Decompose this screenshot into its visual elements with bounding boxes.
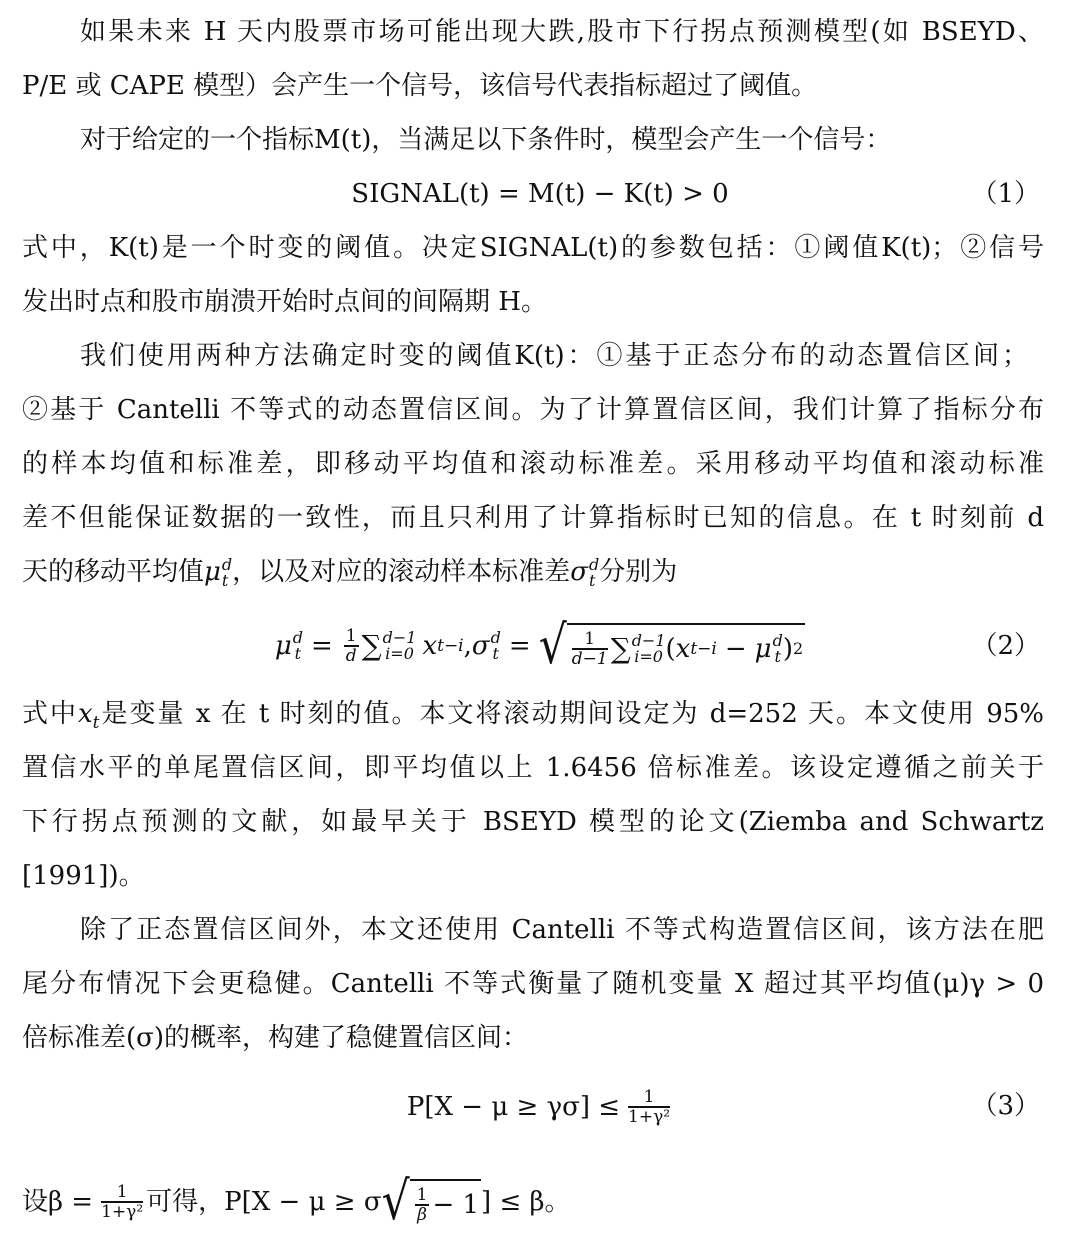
- math-sigma: σ: [570, 557, 588, 587]
- math-x: x: [675, 634, 691, 664]
- numerator: 1: [628, 1088, 670, 1108]
- math-sigma: σ: [471, 631, 490, 661]
- equation-number: （2）: [971, 631, 1040, 661]
- equation-2: [0, 616, 1080, 676]
- text-line: 除了正态置信区间外，本文还使用 Cantelli 不等式构造置信区间，该方法在肥: [80, 915, 1044, 945]
- math-x: x: [422, 631, 438, 661]
- superscript: d: [221, 555, 233, 574]
- subscript: t: [92, 713, 100, 734]
- text-line: 我们使用两种方法确定时变的阈值K(t)：①基于正态分布的动态置信区间；: [80, 341, 1028, 371]
- equation-lhs: P[X − μ ≥ γσ] ≤: [406, 1092, 621, 1122]
- sum-lower: i=0: [385, 644, 414, 663]
- sum-upper: d−1: [631, 631, 666, 650]
- denominator: 1+γ²: [101, 1202, 144, 1222]
- equation-3: [0, 1082, 1080, 1132]
- text-line: P/E 或 CAPE 模型）会产生一个信号，该信号代表指标超过了阈值。: [22, 71, 818, 101]
- text: ，以及对应的滚动样本标准差: [232, 557, 571, 587]
- text: − 1: [432, 1190, 480, 1220]
- text: 是变量 x 在 t 时刻的值。本文将滚动期间设定为 d=252 天。本文使用 95%: [99, 699, 1044, 729]
- radical-icon: √: [381, 1170, 410, 1232]
- text-line: [22, 694, 1044, 734]
- superscript: d: [490, 628, 501, 647]
- sum-upper: d−1: [382, 628, 417, 647]
- text-line: 发出时点和股市崩溃开始时点间的间隔期 H。: [22, 287, 547, 317]
- text: 分别为: [599, 557, 678, 587]
- superscript: d: [292, 628, 303, 647]
- comma: ,: [463, 631, 472, 661]
- superscript: d: [772, 631, 783, 650]
- sum-symbol: ∑: [361, 629, 382, 662]
- text-line: 式中，K(t)是一个时变的阈值。决定SIGNAL(t)的参数包括：①阈值K(t)；②信号: [22, 233, 1044, 263]
- math-mu: μ: [754, 634, 772, 664]
- denominator: 1+γ²: [628, 1107, 671, 1127]
- paren-close: ): [782, 634, 793, 664]
- numerator: 1: [101, 1183, 143, 1203]
- superscript: d: [588, 555, 600, 574]
- subscript: t: [492, 644, 499, 663]
- subscript: t−i: [690, 639, 717, 659]
- text-line: 的样本均值和标准差，即移动平均值和滚动标准差。采用移动平均值和滚动标准: [22, 449, 1044, 479]
- text-line: 如果未来 H 天内股票市场可能出现大跌,股市下行拐点预测模型(如 BSEYD、: [80, 17, 1044, 47]
- subscript: t: [588, 571, 596, 590]
- equation-number: （1）: [971, 179, 1040, 209]
- subscript: t−i: [437, 636, 464, 656]
- text-line: 尾分布情况下会更稳健。Cantelli 不等式衡量了随机变量 X 超过其平均值(μ)γ > 0: [22, 969, 1044, 999]
- denominator: d−1: [571, 649, 608, 669]
- denominator: β: [417, 1205, 427, 1225]
- text: 天的移动平均值: [22, 557, 205, 587]
- square-root: [538, 614, 805, 676]
- square-root: [381, 1170, 481, 1232]
- equals: =: [508, 631, 531, 661]
- denominator: d: [345, 646, 357, 666]
- numerator: 1: [345, 626, 357, 646]
- equation-formula: SIGNAL(t) = M(t) − K(t) > 0: [351, 179, 729, 209]
- text: ] ≤ β。: [481, 1187, 571, 1217]
- sum-lower: i=0: [634, 647, 663, 666]
- text-line: 倍标准差(σ)的概率，构建了稳健置信区间：: [22, 1023, 529, 1053]
- equals: =: [310, 631, 333, 661]
- text-line: 差不但能保证数据的一致性，而且只利用了计算指标时已知的信息。在 t 时刻前 d: [22, 503, 1044, 533]
- radical-icon: √: [538, 614, 567, 676]
- numerator: 1: [416, 1185, 428, 1205]
- text: 设β =: [22, 1187, 94, 1217]
- text-line: [1991])。: [22, 861, 145, 891]
- math-mu: μ: [274, 631, 292, 661]
- text-line: [22, 1172, 1044, 1232]
- subscript: t: [294, 644, 302, 663]
- subscript: t: [774, 647, 781, 666]
- paren-open: (: [665, 634, 676, 664]
- math-x: x: [77, 699, 93, 729]
- subscript: t: [221, 571, 229, 590]
- text: 式中: [22, 699, 78, 729]
- text-line: 对于给定的一个指标M(t)，当满足以下条件时，模型会产生一个信号：: [80, 125, 892, 155]
- text: 可得，P[X − μ ≥ σ: [146, 1187, 382, 1217]
- text-line: [22, 552, 1044, 592]
- math-mu: μ: [204, 557, 221, 587]
- text-line: 置信水平的单尾置信区间，即平均值以上 1.6456 倍标准差。该设定遵循之前关于: [22, 753, 1044, 783]
- equation-1: [0, 174, 1080, 214]
- numerator: 1: [572, 630, 608, 650]
- equation-number: （3）: [971, 1091, 1040, 1121]
- text-line: ②基于 Cantelli 不等式的动态置信区间。为了计算置信区间，我们计算了指标分布: [22, 395, 1044, 425]
- text-line: 下行拐点预测的文献，如最早关于 BSEYD 模型的论文(Ziemba and Schwartz: [22, 807, 1044, 837]
- minus: −: [724, 634, 747, 664]
- sum-symbol: ∑: [610, 632, 631, 665]
- exponent: 2: [792, 639, 804, 658]
